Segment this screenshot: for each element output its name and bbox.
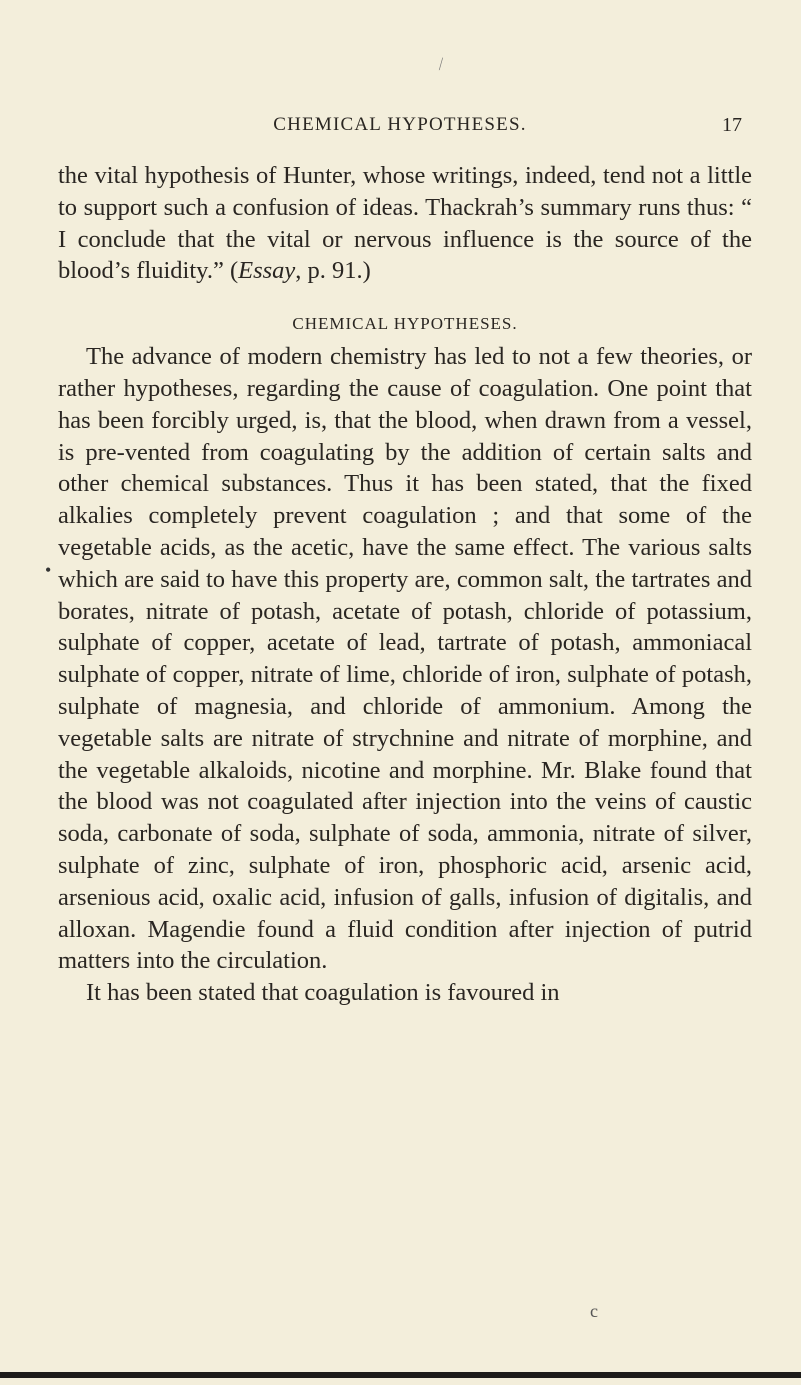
- body-text: [58, 160, 752, 1009]
- page-number: 17: [722, 114, 742, 136]
- signature-mark: c: [590, 1301, 598, 1321]
- paragraph-1: [58, 160, 752, 287]
- running-head: CHEMICAL HYPOTHESES.: [273, 114, 527, 135]
- margin-mark: •: [45, 560, 52, 580]
- section-heading: CHEMICAL HYPOTHESES.: [292, 314, 518, 334]
- paragraph-2: The advance of modern chemistry has led to not a few theories, or rather hypotheses, regarding the cause of coagulation. One point that has been forcibly urged, is, that the blood, when drawn from a vessel, is pre-vented from coagulating by the addition of certain salts and other chemical substances. Thus it has been stated, that the fixed alkalies completely prevent coagulation ; and that some of the vegetable acids, as the acetic, have the same effect. The various salts which are said to have this property are, common salt, the tartrates and borates, nitrate of potash, acetate of potash, chloride of potassium, sulphate of copper, acetate of lead, tartrate of potash, ammoniacal sulphate of copper, nitrate of lime, chloride of iron, sulphate of potash, sulphate of magnesia, and chloride of ammonium. Among the vegetable salts are nitrate of strychnine and nitrate of morphine, and the vegetable alkaloids, nicotine and morphine. Mr. Blake found that the blood was not coagulated after injection into the veins of caustic soda, carbonate of soda, sulphate of soda, ammonia, nitrate of silver, sulphate of zinc, sulphate of iron, phosphoric acid, arsenic acid, arsenious acid, oxalic acid, infusion of galls, infusion of digitalis, and alloxan. Magendie found a fluid condition after injection of putrid matters into the circulation.: [58, 343, 752, 975]
- printer-tick-mark: ⁄: [437, 56, 446, 73]
- paragraph-1-citation: (Essay, p. 91.): [229, 257, 371, 285]
- bottom-edge-rule: [0, 1372, 801, 1378]
- paragraph-1-text: the vital hypothesis of Hunter, whose writings, indeed, tend not a little to support such a confusion of ideas. Thackrah’s summary runs thus: “ I conclude that the vital or nervous influence is the source of the blood’s fluidity.”: [58, 162, 752, 285]
- paragraph-3: It has been stated that coagulation is favoured in: [86, 979, 560, 1007]
